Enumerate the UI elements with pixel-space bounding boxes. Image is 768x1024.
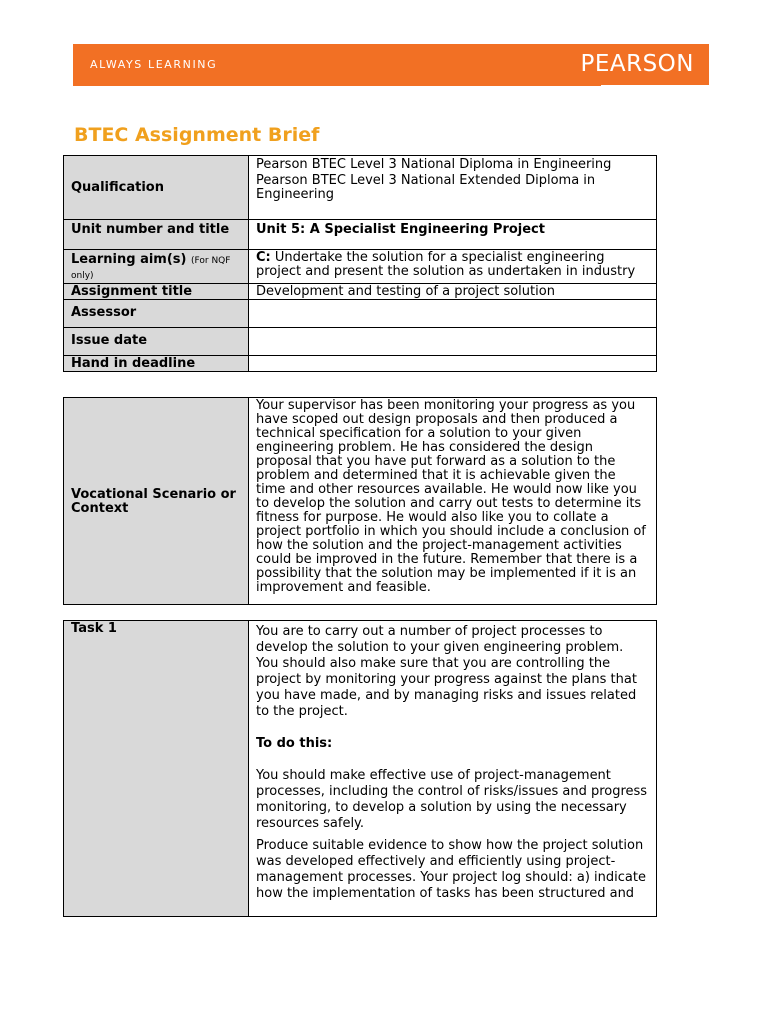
issue-date-value [249, 328, 657, 356]
task-body [249, 621, 657, 917]
issue-date-label: Issue date [64, 328, 249, 356]
assignment-title-value: Development and testing of a project solution [249, 284, 657, 300]
learning-aim-prefix: C: [256, 250, 271, 265]
learning-aim-value [249, 250, 657, 284]
banner-rule [601, 85, 709, 86]
scenario-label: Vocational Scenario or Context [64, 398, 249, 605]
assessor-value [249, 300, 657, 328]
deadline-label: Hand in deadline [64, 356, 249, 372]
task-intro: You are to carry out a number of project processes to develop the solution to your given engineering problem. You should also make sure that you are controlling the project by monitoring your progress against the plans that you have made, and by managing risks and issues related to the project. [256, 624, 637, 719]
unit-label: Unit number and title [64, 220, 249, 250]
pearson-banner [73, 44, 709, 86]
assignment-brief-table [63, 155, 657, 372]
learning-aim-label-cell [64, 250, 249, 284]
banner-tagline: ALWAYS LEARNING [90, 58, 218, 71]
qualification-value [249, 156, 657, 220]
assignment-title-label: Assignment title [64, 284, 249, 300]
learning-aim-label: Learning aim(s) [71, 252, 187, 267]
task-todo-heading: To do this: [256, 736, 333, 751]
unit-row [64, 220, 657, 250]
scenario-table [63, 397, 657, 605]
qualification-line-1: Pearson BTEC Level 3 National Diploma in Engineering [256, 157, 612, 172]
unit-value: Unit 5: A Specialist Engineering Project [249, 220, 657, 250]
deadline-row [64, 356, 657, 372]
assessor-row [64, 300, 657, 328]
learning-aim-row [64, 250, 657, 284]
task-label: Task 1 [64, 621, 249, 917]
scenario-row [64, 398, 657, 605]
qualification-row [64, 156, 657, 220]
task-row [64, 621, 657, 917]
task-paragraph-1: You should make effective use of project-management processes, including the control of risks/issues and progress monitoring, to develop a solution by using the necessary resources safely. [256, 768, 648, 831]
qualification-line-2: Pearson BTEC Level 3 National Extended Diploma in Engineering [256, 173, 596, 202]
task-table [63, 620, 657, 917]
learning-aim-text: Undertake the solution for a specialist engineering project and present the solution as undertaken in industry [256, 250, 636, 279]
task-paragraph-2: Produce suitable evidence to show how the project solution was developed effectively and efficiently using project-management processes. Your project log should: a) indicate how the implementation of tasks has been structured and [256, 838, 646, 901]
learning-aim-note: (For NQF only) [71, 256, 231, 281]
assessor-label: Assessor [64, 300, 249, 328]
scenario-text: Your supervisor has been monitoring your progress as you have scoped out design proposals and then produced a technical specification for a solution to your given engineering problem. He has considered the design proposal that you have put forward as a solution to the problem and determined that it is achievable given the time and other resources available. He would now like you to develop the solution and carry out tests to determine its fitness for purpose. He would also like you to collate a project portfolio in which you should include a conclusion of how the solution and the project-management activities could be improved in the future. Remember that there is a possibility that the solution may be implemented if it is an improvement and feasible. [249, 398, 657, 605]
assignment-title-row [64, 284, 657, 300]
deadline-value [249, 356, 657, 372]
document-title: BTEC Assignment Brief [74, 124, 320, 146]
pearson-logo: PEARSON [580, 51, 694, 77]
issue-date-row [64, 328, 657, 356]
qualification-label: Qualification [64, 156, 249, 220]
